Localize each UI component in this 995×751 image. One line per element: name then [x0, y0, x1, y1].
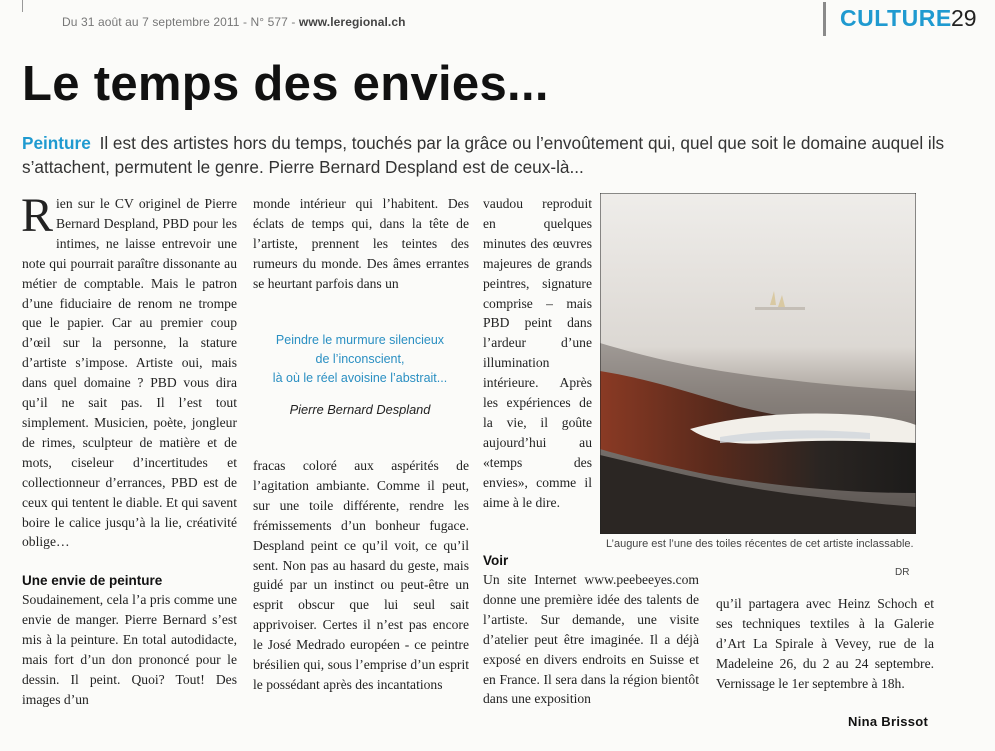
article-lede — [22, 131, 952, 179]
paragraph-voir: Un site Internet www.peebeeyes.com donne une première idée des talents de l’artiste. Sur demande, une visite d’atelier peut être imaginée. Il a déjà exposé en divers endroits en Suisse et en France. Il sera dans la région bientôt dans une exposition — [483, 572, 699, 707]
intro-text: ien sur le CV originel de Pierre Bernard Despland, PBD pour les intimes, ne laisse entrevoir une note qui pourrait paraître dissonante au métier de comptable. Mais le patron d’une fiduciaire de renom ne trompe que le papier. Car au premier coup d’œil sur la personne, la stature d’artiste s’impose. Artiste oui, mais dans quel domaine ? PBD vous dira qu’il ne sait pas. Il l’est tout simplement. Musicien, poète, jongleur de rimes, sculpteur de matière et de mots, ciseleur d’incertitudes et collectionneur d’errances, PBD est de ceux qui tentent le diable. Et qui savent boire le calice jusqu’à la lie, créativité oblige… — [22, 196, 237, 550]
rubric-divider — [823, 2, 826, 36]
paragraph-envie: Soudainement, cela l’a pris comme une envie de manger. Pierre Bernard s’est mis à la peinture. En total autodidacte, mais fort d’un don prononcé pour le dessin. Il peint. Quoi? Tout! Des images d’un — [22, 592, 237, 707]
website-link[interactable]: www.leregional.ch — [298, 15, 406, 29]
drop-cap: R — [21, 189, 54, 242]
quote-line-1: Peindre le murmure silencieux — [275, 333, 445, 347]
quote-author: Pierre Bernard Despland — [289, 402, 431, 417]
intro-paragraph — [21, 189, 237, 552]
column-1 — [21, 189, 237, 710]
painting-image — [600, 193, 916, 534]
image-credit: DR — [895, 567, 910, 578]
article-title: Le temps des envies... — [22, 57, 549, 111]
column-3-bottom — [483, 551, 699, 709]
page-corner-rule — [22, 0, 23, 12]
image-caption: L’augure est l’une des toiles récentes de cet artiste inclassable. — [606, 538, 914, 550]
column-3-top: vaudou reproduit en quelques minutes des œuvres majeures de grands peintres, signature comprise – mais PBD peint dans l’ardeur d’une illumination intérieure. Après les expériences de la vie, il goûte aujourd’hui au «temps des envies», comme il aime à le dire. — [483, 196, 592, 510]
pull-quote — [245, 331, 475, 388]
issue-info: Du 31 août au 7 septembre 2011 - N° 577 - — [62, 15, 296, 29]
rubric-label: CULTURE — [840, 5, 952, 31]
column-2-top: monde intérieur qui l’habitent. Des éclats de temps qui, dans la tête de l’artiste, prennent les teintes des rumeurs du monde. Des âmes errantes se heurtant parfois dans un — [253, 196, 469, 291]
column-4: qu’il partagera avec Heinz Schoch et ses techniques textiles à la Galerie d’Art La Spirale à Vevey, rue de la Madeleine 26, du 2 au 24 septembre. Vernissage le 1er septembre à 18h. — [716, 596, 934, 691]
lede-kicker: Peinture — [22, 133, 91, 153]
lede-text: Il est des artistes hors du temps, touchés par la grâce ou l’envoûtement qui, quel que soit le domaine auquel ils s’attachent, permutent le genre. Pierre Bernard Despland est de ceux-là... — [22, 133, 945, 177]
column-2-bottom: fracas coloré aux aspérités de l’agitation ambiante. Comme il peut, sur une toile différente, rendre les frémissements d’un bonheur fugace. Despland peint ce qu’il voit, ce qu’il sent. Non pas au hasard du geste, mais guidé par un instinct ou peut-être un esprit obscur que lui seul sait apprivoiser. Certes il n’est pas encore le José Medrado européen - ce peintre brésilien qui, sous l’emprise d’un esprit le possédant après des incantations — [253, 458, 469, 692]
subhead-voir: Voir — [483, 553, 509, 568]
subhead-envie: Une envie de peinture — [22, 573, 163, 589]
issue-header — [62, 15, 406, 29]
quote-line-3: là où le réel avoisine l’abstrait... — [272, 371, 448, 385]
article-author: Nina Brissot — [848, 714, 929, 729]
quote-line-2: de l’inconscient, — [315, 352, 405, 366]
page-number: 29 — [951, 5, 977, 31]
